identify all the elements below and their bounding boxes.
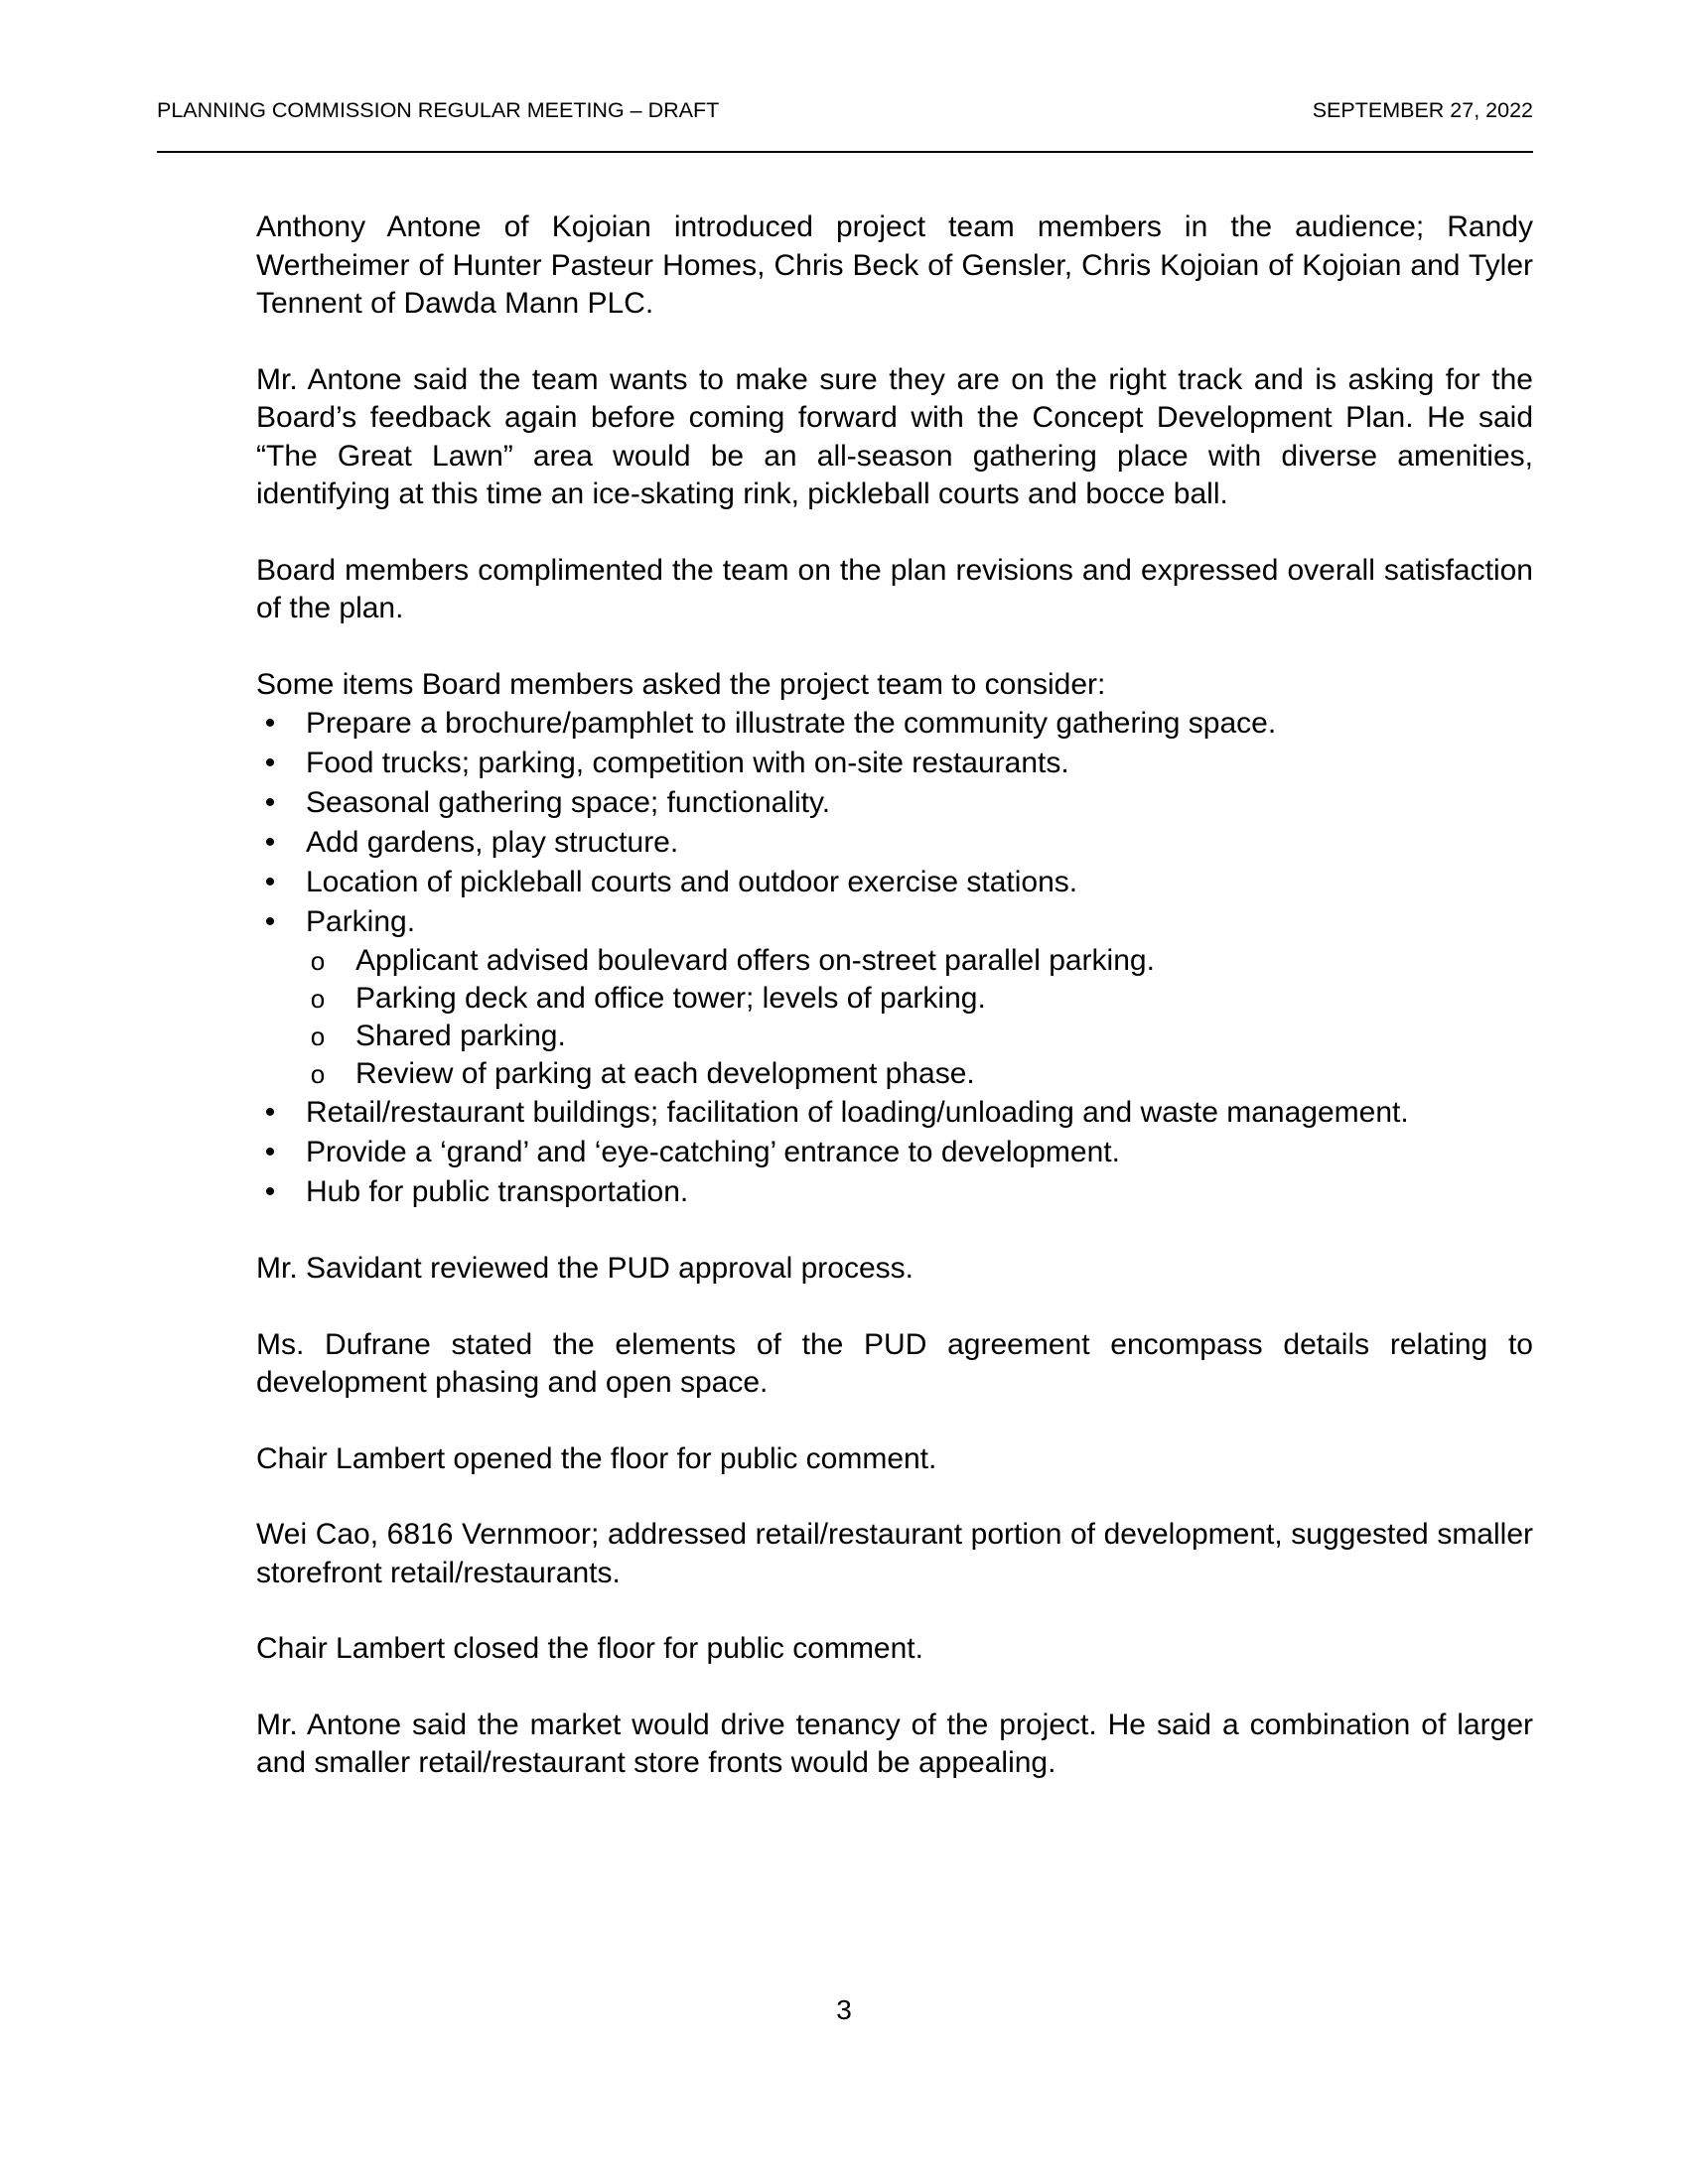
document-body <box>256 208 1533 1783</box>
list-item-parking <box>256 902 1533 1093</box>
list-item-text: Location of pickleball courts and outdoor exercise stations. <box>306 866 1078 898</box>
document-title: PLANNING COMMISSION REGULAR MEETING – DRAFT <box>157 98 720 122</box>
page-number: 3 <box>836 1994 852 2025</box>
list-item-text: Add gardens, play structure. <box>306 826 679 859</box>
hollow-bullet-icon: o <box>310 984 326 1014</box>
bullet-icon: • <box>264 905 276 938</box>
list-item <box>256 863 1533 902</box>
meeting-date: SEPTEMBER 27, 2022 <box>1312 98 1533 122</box>
bullet-icon: • <box>264 786 276 819</box>
list-item-text: Parking. <box>306 905 416 938</box>
sub-list-item-text: Applicant advised boulevard offers on-street parallel parking. <box>355 944 1155 977</box>
list-item <box>256 1133 1533 1172</box>
list-intro: Some items Board members asked the project team to consider: <box>256 667 1106 701</box>
bullet-icon: • <box>264 1175 276 1208</box>
bullet-icon: • <box>264 866 276 898</box>
paragraph-pud-agreement: Ms. Dufrane stated the elements of the PUD agreement encompass details relating to development phasing and open space. <box>256 1327 1533 1399</box>
list-item-text: Hub for public transportation. <box>306 1175 689 1208</box>
hollow-bullet-icon: o <box>310 946 326 976</box>
bullet-icon: • <box>264 826 276 859</box>
bullet-icon: • <box>264 1136 276 1168</box>
list-item-text: Food trucks; parking, competition with on-site restaurants. <box>306 747 1069 779</box>
list-item <box>256 1172 1533 1212</box>
paragraph-board-compliments: Board members complimented the team on the plan revisions and expressed overall satisfaction of the plan. <box>256 553 1533 624</box>
sub-list-item <box>306 942 1533 980</box>
list-item <box>256 1093 1533 1133</box>
sub-list-item <box>306 1055 1533 1093</box>
sub-list-item-text: Parking deck and office tower; levels of parking. <box>355 982 986 1015</box>
list-item <box>256 744 1533 783</box>
paragraph-team-intro: Anthony Antone of Kojoian introduced project team members in the audience; Randy Wertheimer of Hunter Pasteur Homes, Chris Beck of Gensler, Chris Kojoian of Kojoian and Tyler Tennent of Dawda Mann PLC. <box>256 210 1533 320</box>
paragraph-public-comment-opened: Chair Lambert opened the floor for public comment. <box>256 1441 937 1475</box>
hollow-bullet-icon: o <box>310 1022 326 1051</box>
sub-list-item-text: Review of parking at each development phase. <box>355 1057 975 1090</box>
list-item-text: Provide a ‘grand’ and ‘eye-catching’ entrance to development. <box>306 1136 1120 1168</box>
paragraph-antone-feedback: Mr. Antone said the team wants to make sure they are on the right track and is asking for the Board’s feedback again before coming forward with the Concept Development Plan. He said “The Great Lawn” area would be an all-season gathering place with diverse amenities, identifying at this time an ice-skating rink, pickleball courts and bocce ball. <box>256 362 1533 510</box>
page-header <box>157 95 1533 153</box>
bullet-icon: • <box>264 1096 276 1129</box>
list-item <box>256 704 1533 744</box>
hollow-bullet-icon: o <box>310 1059 326 1089</box>
list-item-text: Prepare a brochure/pamphlet to illustrate the community gathering space. <box>306 707 1277 740</box>
sub-list-item <box>306 980 1533 1018</box>
list-item <box>256 783 1533 823</box>
paragraph-public-comment: Wei Cao, 6816 Vernmoor; addressed retail/restaurant portion of development, suggested smaller storefront retail/restaurants. <box>256 1518 1533 1589</box>
paragraph-pud-process: Mr. Savidant reviewed the PUD approval process. <box>256 1252 914 1285</box>
list-item-text: Seasonal gathering space; functionality. <box>306 786 831 819</box>
parking-sub-list <box>306 942 1533 1093</box>
list-item <box>256 823 1533 863</box>
list-item-text: Retail/restaurant buildings; facilitation of loading/unloading and waste management. <box>306 1096 1409 1129</box>
paragraph-public-comment-closed: Chair Lambert closed the floor for public comment. <box>256 1632 923 1665</box>
sub-list-item <box>306 1018 1533 1055</box>
consideration-list <box>256 704 1533 1212</box>
paragraph-market-tenancy: Mr. Antone said the market would drive tenancy of the project. He said a combination of larger and smaller retail/restaurant store fronts would be appealing. <box>256 1707 1533 1779</box>
sub-list-item-text: Shared parking. <box>355 1020 566 1052</box>
bullet-icon: • <box>264 747 276 779</box>
bullet-icon: • <box>264 707 276 740</box>
